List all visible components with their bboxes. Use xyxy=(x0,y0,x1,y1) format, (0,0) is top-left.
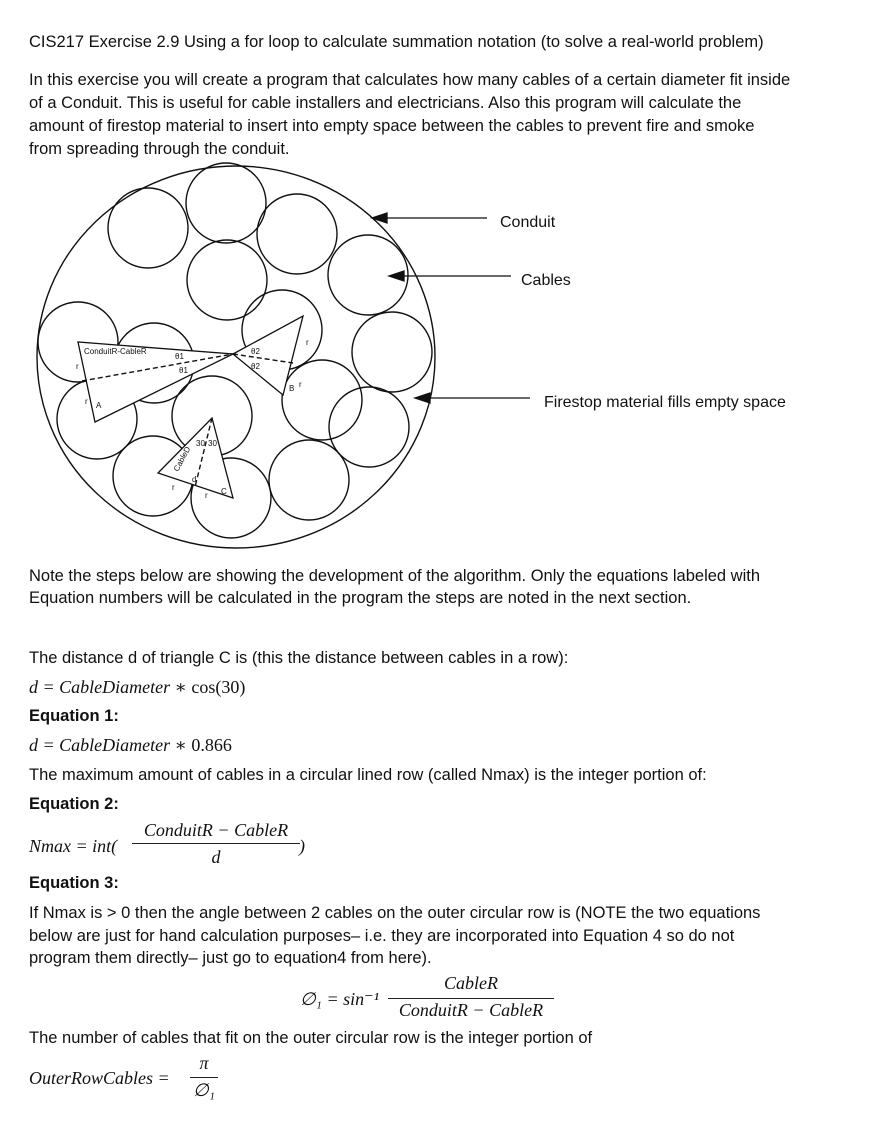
equation1: d = CableDiameter ∗ 0.866 xyxy=(29,735,232,755)
theta1-label: θ1 xyxy=(175,352,184,361)
fraction-bar xyxy=(132,843,300,844)
cable-circle xyxy=(352,312,432,392)
intro-line: amount of firestop material to insert into empty space between the cables to prevent fire and smoke xyxy=(29,117,755,135)
r-label: r xyxy=(299,380,302,389)
cos-equation: d = CableDiameter ∗ cos(30) xyxy=(29,677,246,697)
outer-text: The number of cables that fit on the outer circular row is the integer portion of xyxy=(29,1029,593,1047)
cables-label: Cables xyxy=(521,272,571,289)
equation2-lhs: Nmax = int( xyxy=(29,836,118,856)
nmax-text: The maximum amount of cables in a circular lined row (called Nmax) is the integer portion of: xyxy=(29,766,707,784)
distance-text: The distance d of triangle C is (this the distance between cables in a row): xyxy=(29,649,569,667)
intro-line: of a Conduit. This is useful for cable installers and electricians. Also this program will calculate the xyxy=(29,94,742,112)
equation3-label: Equation 3: xyxy=(29,874,119,892)
deg-label: 30 xyxy=(208,439,217,448)
r-label: r xyxy=(172,483,175,492)
cable-circle xyxy=(108,188,188,268)
fraction-bar xyxy=(388,998,554,999)
equation2-label: Equation 2: xyxy=(29,795,119,813)
cabled-label: CableD xyxy=(171,445,193,473)
r-label: r xyxy=(76,362,79,371)
eq3-line: If Nmax is > 0 then the angle between 2 cables on the outer circular row is (NOTE the two equations xyxy=(29,904,761,922)
theta2-label: θ2 xyxy=(251,347,260,356)
r-label: r xyxy=(306,338,309,347)
a-label: A xyxy=(96,401,102,410)
theta2-label: θ2 xyxy=(251,362,260,371)
note-line: Equation numbers will be calculated in the program the steps are noted in the next section. xyxy=(29,589,692,607)
equation2-close: ) xyxy=(299,836,305,856)
phi-denominator: ConduitR − CableR xyxy=(398,1000,544,1020)
triangle-c xyxy=(158,418,233,498)
eq3-line: below are just for hand calculation purposes– i.e. they are incorporated into Equation 4 so do not xyxy=(29,927,735,945)
r-label: r xyxy=(205,491,208,500)
page-title: CIS217 Exercise 2.9 Using a for loop to calculate summation notation (to solve a real-world problem) xyxy=(29,33,764,51)
cable-circle xyxy=(282,360,362,440)
c-label: C xyxy=(221,487,227,496)
equation2-denominator: d xyxy=(211,847,221,867)
cable-circle xyxy=(269,440,349,520)
theta1-label: θ1 xyxy=(179,366,188,375)
d-label: d xyxy=(192,475,197,484)
conduit-label: Conduit xyxy=(500,214,556,231)
equation1-label: Equation 1: xyxy=(29,707,119,725)
deg-label: 30 xyxy=(196,439,205,448)
cable-circle xyxy=(186,163,266,243)
equation2-numerator: ConduitR − CableR xyxy=(143,820,289,840)
conduit-diagram xyxy=(0,160,876,560)
cable-circle xyxy=(257,194,337,274)
cable-circle xyxy=(187,240,267,320)
outer-lhs: OuterRowCables = xyxy=(29,1068,170,1088)
intro-line: In this exercise you will create a program that calculates how many cables of a certain diameter fit inside xyxy=(29,71,791,89)
phi-lhs: ∅₁ = sin⁻¹ xyxy=(300,989,379,1009)
eq3-line: program them directly– just go to equation4 from here). xyxy=(29,949,432,967)
note-line: Note the steps below are showing the development of the algorithm. Only the equations labeled with xyxy=(29,567,761,585)
r-label: r xyxy=(85,397,88,406)
outer-numerator: π xyxy=(199,1053,209,1073)
tri-a-label: ConduitR-CableR xyxy=(84,347,147,356)
fraction-bar xyxy=(190,1077,218,1078)
intro-line: from spreading through the conduit. xyxy=(29,140,290,158)
phi-numerator: CableR xyxy=(444,973,498,993)
b-label: B xyxy=(289,384,295,393)
firestop-label: Firestop material fills empty space xyxy=(544,394,786,411)
outer-denominator: ∅₁ xyxy=(193,1080,215,1100)
